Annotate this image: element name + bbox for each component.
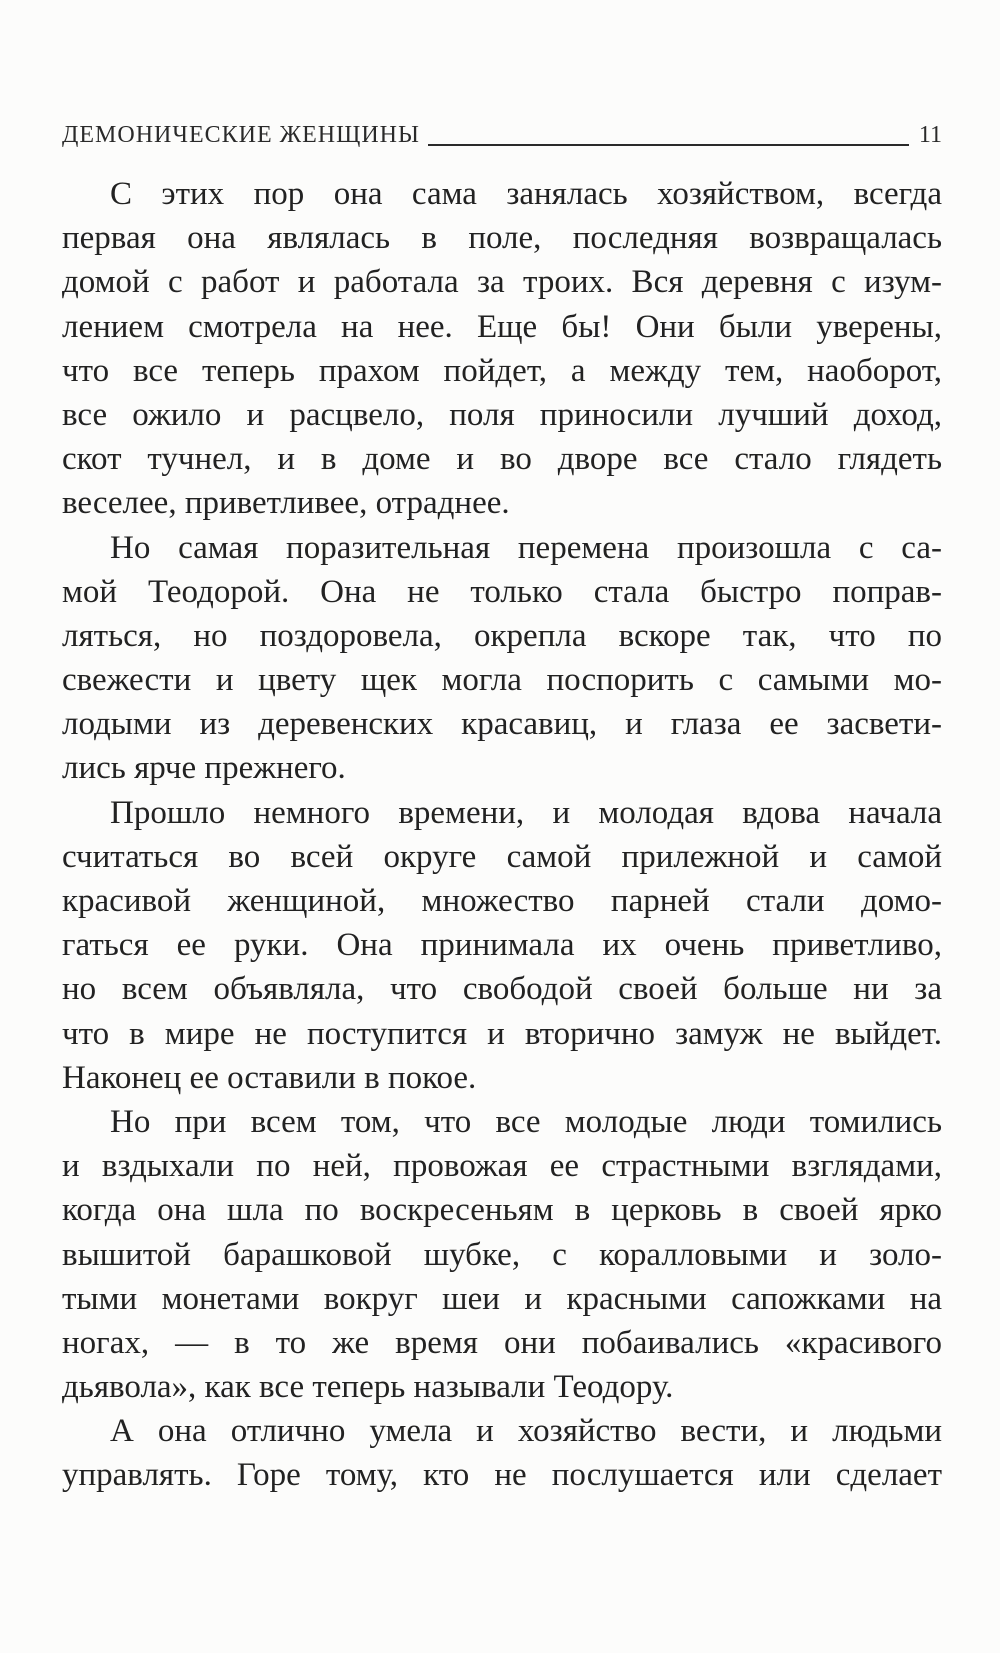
text-line: Наконец ее оставили в покое. (62, 1059, 477, 1096)
text-line: лись ярче прежнего. (62, 750, 346, 787)
running-header (62, 118, 942, 150)
text-line: дьявола», как все теперь называли Теодору. (62, 1369, 674, 1406)
text-line: красивой женщиной, множество парней стали домо- (62, 883, 942, 919)
text-line: Но при всем том, что все молодые люди томились (110, 1103, 942, 1140)
running-header-title: ДЕМОНИЧЕСКИЕ ЖЕНЩИНЫ (62, 122, 420, 148)
text-line: когда она шла по воскресеньям в церковь в своей ярко (62, 1192, 942, 1229)
text-line: но всем объявляла, что свободой своей больше ни за (62, 971, 942, 1008)
text-line: Но самая поразительная перемена произошла с са- (110, 529, 942, 566)
text-line: вышитой барашковой шубке, с коралловыми и золо- (62, 1236, 942, 1273)
body-text (62, 172, 942, 1498)
text-line: и вздыхали по ней, провожая ее страстными взглядами, (62, 1148, 942, 1185)
text-line: что в мире не поступится и вторично замуж не выйдет. (62, 1015, 942, 1052)
text-line: ногах, — в то же время они побаивались «красивого (62, 1324, 942, 1361)
text-line: С этих пор она сама занялась хозяйством, всегда (110, 176, 942, 212)
text-line: все ожило и расцвело, поля приносили лучший доход, (62, 396, 942, 433)
text-line: лением смотрела на нее. Еще бы! Они были уверены, (62, 308, 942, 345)
text-line: гаться ее руки. Она принимала их очень приветливо, (62, 927, 942, 964)
text-line: тыми монетами вокруг шеи и красными сапожками на (62, 1280, 942, 1317)
text-line: первая она являлась в поле, последняя возвращалась (62, 220, 942, 257)
text-line: ляться, но поздоровела, окрепла вскоре так, что по (62, 617, 942, 654)
text-line: Прошло немного времени, и молодая вдова начала (110, 794, 942, 831)
text-line: скот тучнел, и в доме и во дворе все стало глядеть (62, 441, 942, 478)
header-rule (428, 144, 909, 146)
page-number: 11 (918, 122, 942, 148)
text-line: управлять. Горе тому, кто не послушается или сделает (62, 1457, 942, 1494)
text-line: домой с работ и работала за троих. Вся деревня с изум- (62, 264, 942, 301)
text-line: что все теперь прахом пойдет, а между тем, наоборот, (62, 352, 942, 389)
text-line: веселее, приветливее, отраднее. (62, 485, 510, 522)
text-line: лодыми из деревенских красавиц, и глаза ее засвети- (62, 706, 942, 743)
text-line: считаться во всей округе самой прилежной и самой (62, 838, 942, 875)
text-line: мой Теодорой. Она не только стала быстро поправ- (62, 573, 942, 610)
text-line: А она отлично умела и хозяйство вести, и людьми (110, 1413, 942, 1450)
text-line: свежести и цвету щек могла поспорить с самыми мо- (62, 662, 942, 699)
